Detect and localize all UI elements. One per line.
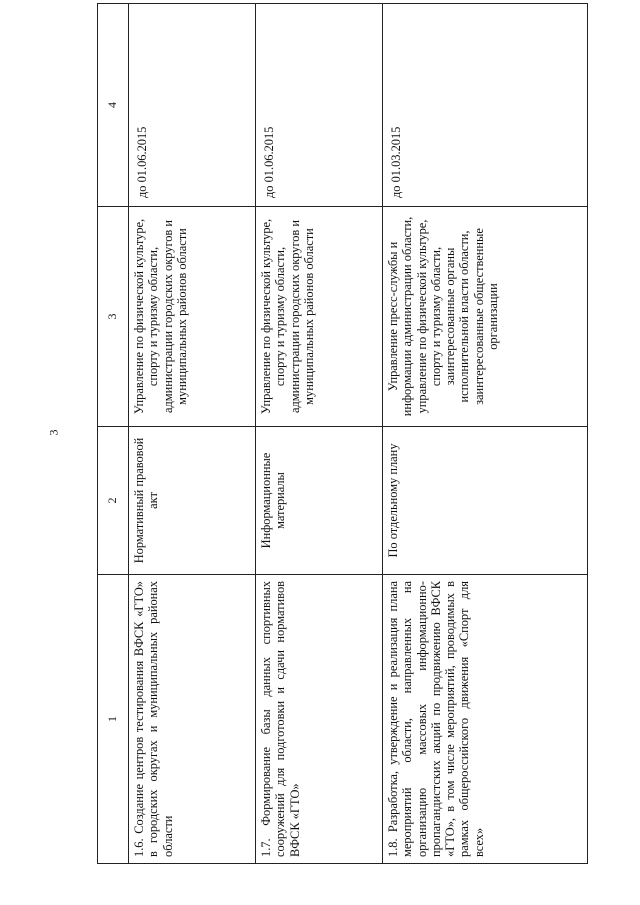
cell-deadline: до 01.06.2015 — [256, 4, 383, 207]
cell-responsible: Управление по физической культуре, спорту и туризму области, администрации городских округов и муниципальных районов области — [256, 207, 383, 427]
cell-item: 1.8. Разработка, утверждение и реализация плана мероприятий области, направленных на организацию массовых информационно-пропагандистских акций по продвижению ВФСК «ГТО», в том числе мероприятий, проводимых в рамках общероссийского движения «Спорт для всех» — [383, 575, 588, 864]
header-col-4: 4 — [98, 4, 129, 207]
table-wrap — [97, 56, 567, 864]
cell-document: По отдельному плану — [383, 427, 588, 575]
cell-deadline: до 01.06.2015 — [129, 4, 256, 207]
header-col-1: 1 — [98, 575, 129, 864]
cell-document: Нормативный правовой акт — [129, 427, 256, 575]
table-row — [383, 4, 588, 864]
cell-item: 1.6. Создание центров тестирования ВФСК «ГТО» в городских округах и муниципальных районах области — [129, 575, 256, 864]
cell-responsible: Управление по физической культуре, спорту и туризму области, администрации городских округов и муниципальных районов области — [129, 207, 256, 427]
header-col-3: 3 — [98, 207, 129, 427]
cell-deadline: до 01.03.2015 — [383, 4, 588, 207]
table-header-row — [98, 4, 129, 864]
table-row — [256, 4, 383, 864]
cell-item: 1.7. Формирование базы данных спортивных сооружений для подготовки и сдачи нормативов ВФСК «ГТО» — [256, 575, 383, 864]
rotated-table-container — [97, 56, 567, 864]
cell-document: Информационные материалы — [256, 427, 383, 575]
cell-responsible: Управление пресс-службы и информации администрации области, управление по физической культуре, спорту и туризму области, заинтересованные органы исполнительной власти области, заинтересованные общественные организации — [383, 207, 588, 427]
header-col-2: 2 — [98, 427, 129, 575]
table-row — [129, 4, 256, 864]
page-number: 3 — [46, 429, 61, 436]
plan-table — [97, 3, 588, 864]
